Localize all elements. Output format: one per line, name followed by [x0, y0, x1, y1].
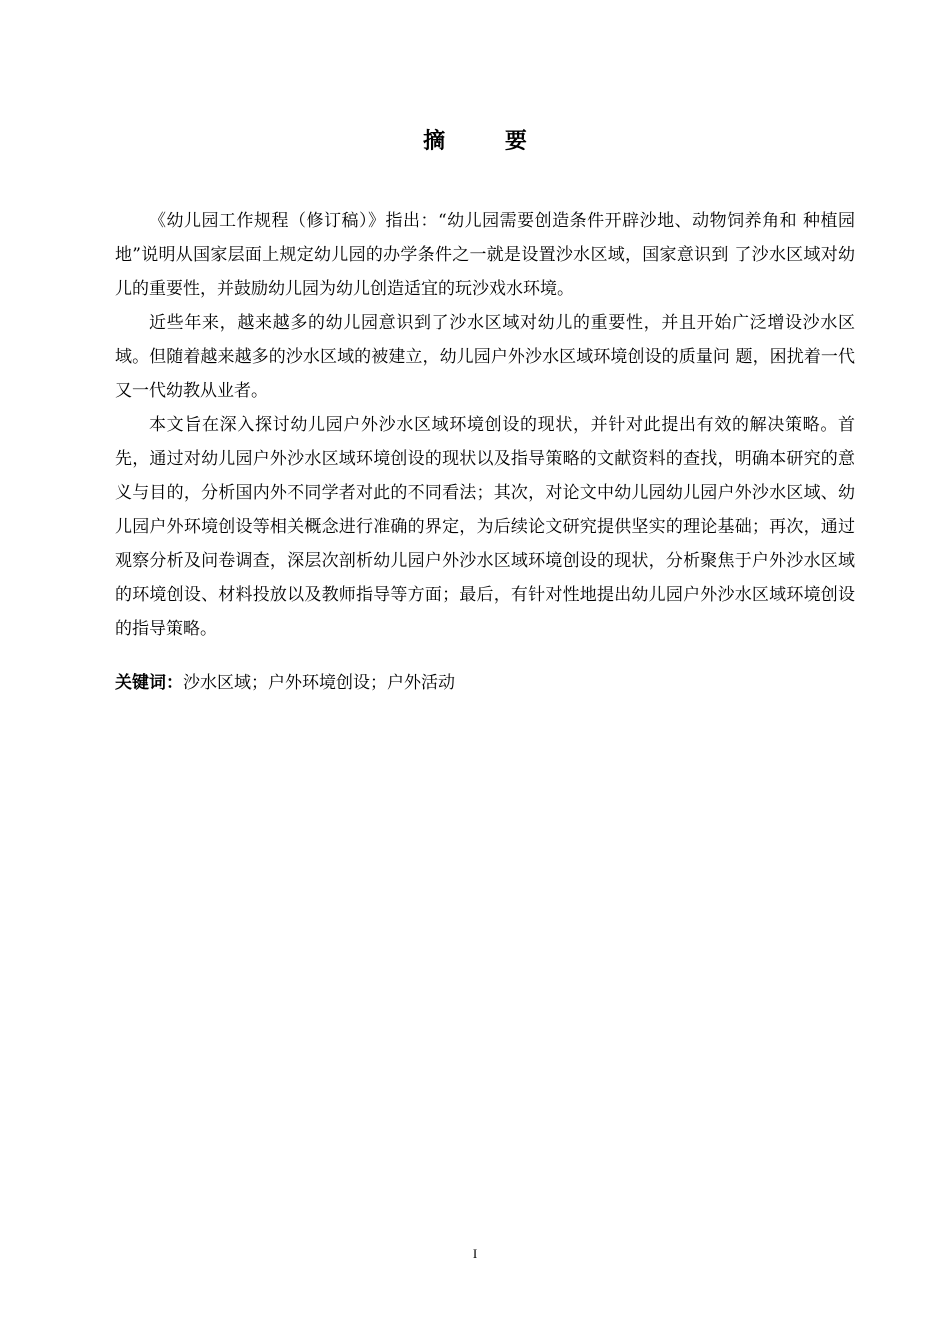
page-number: I — [472, 1246, 478, 1261]
abstract-paragraph-3: 本文旨在深入探讨幼儿园户外沙水区域环境创设的现状，并针对此提出有效的解决策略。首先，通过对幼儿园户外沙水区域环境创设的现状以及指导策略的文献资料的查找，明确本研究的意义与目的，分析国内外不同学者对此的不同看法；其次，对论文中幼儿园幼儿园户外沙水区域、幼儿园户外环境创设等相关概念进行准确的界定，为后续论文研究提供坚实的理论基础；再次，通过观察分析及问卷调查，深层次剖析幼儿园户外沙水区域环境创设的现状，分析聚焦于户外沙水区域的环境创设、材料投放以及教师指导等方面；最后，有针对性地提出幼儿园户外沙水区域环境创设的指导策略。 — [115, 415, 855, 639]
abstract-body — [115, 204, 855, 646]
keywords-value: 沙水区域；户外环境创设；户外活动 — [183, 673, 455, 693]
abstract-paragraph-1: 《幼儿园工作规程（修订稿）》指出：“幼儿园需要创造条件开辟沙地、动物饲养角和 种植园地”说明从国家层面上规定幼儿园的办学条件之一就是设置沙水区域，国家意识到 了沙水区域对幼儿的重要性，并鼓励幼儿园为幼儿创造适宜的玩沙戏水环境。 — [115, 211, 855, 299]
abstract-paragraph-2: 近些年来，越来越多的幼儿园意识到了沙水区域对幼儿的重要性，并且开始广泛增设沙水区域。但随着越来越多的沙水区域的被建立，幼儿园户外沙水区域环境创设的质量问 题，困扰着一代又一代幼教从业者。 — [115, 313, 855, 401]
keywords-line — [115, 668, 855, 698]
keywords-label: 关键词： — [115, 673, 183, 693]
abstract-title: 摘 要 — [423, 129, 553, 154]
